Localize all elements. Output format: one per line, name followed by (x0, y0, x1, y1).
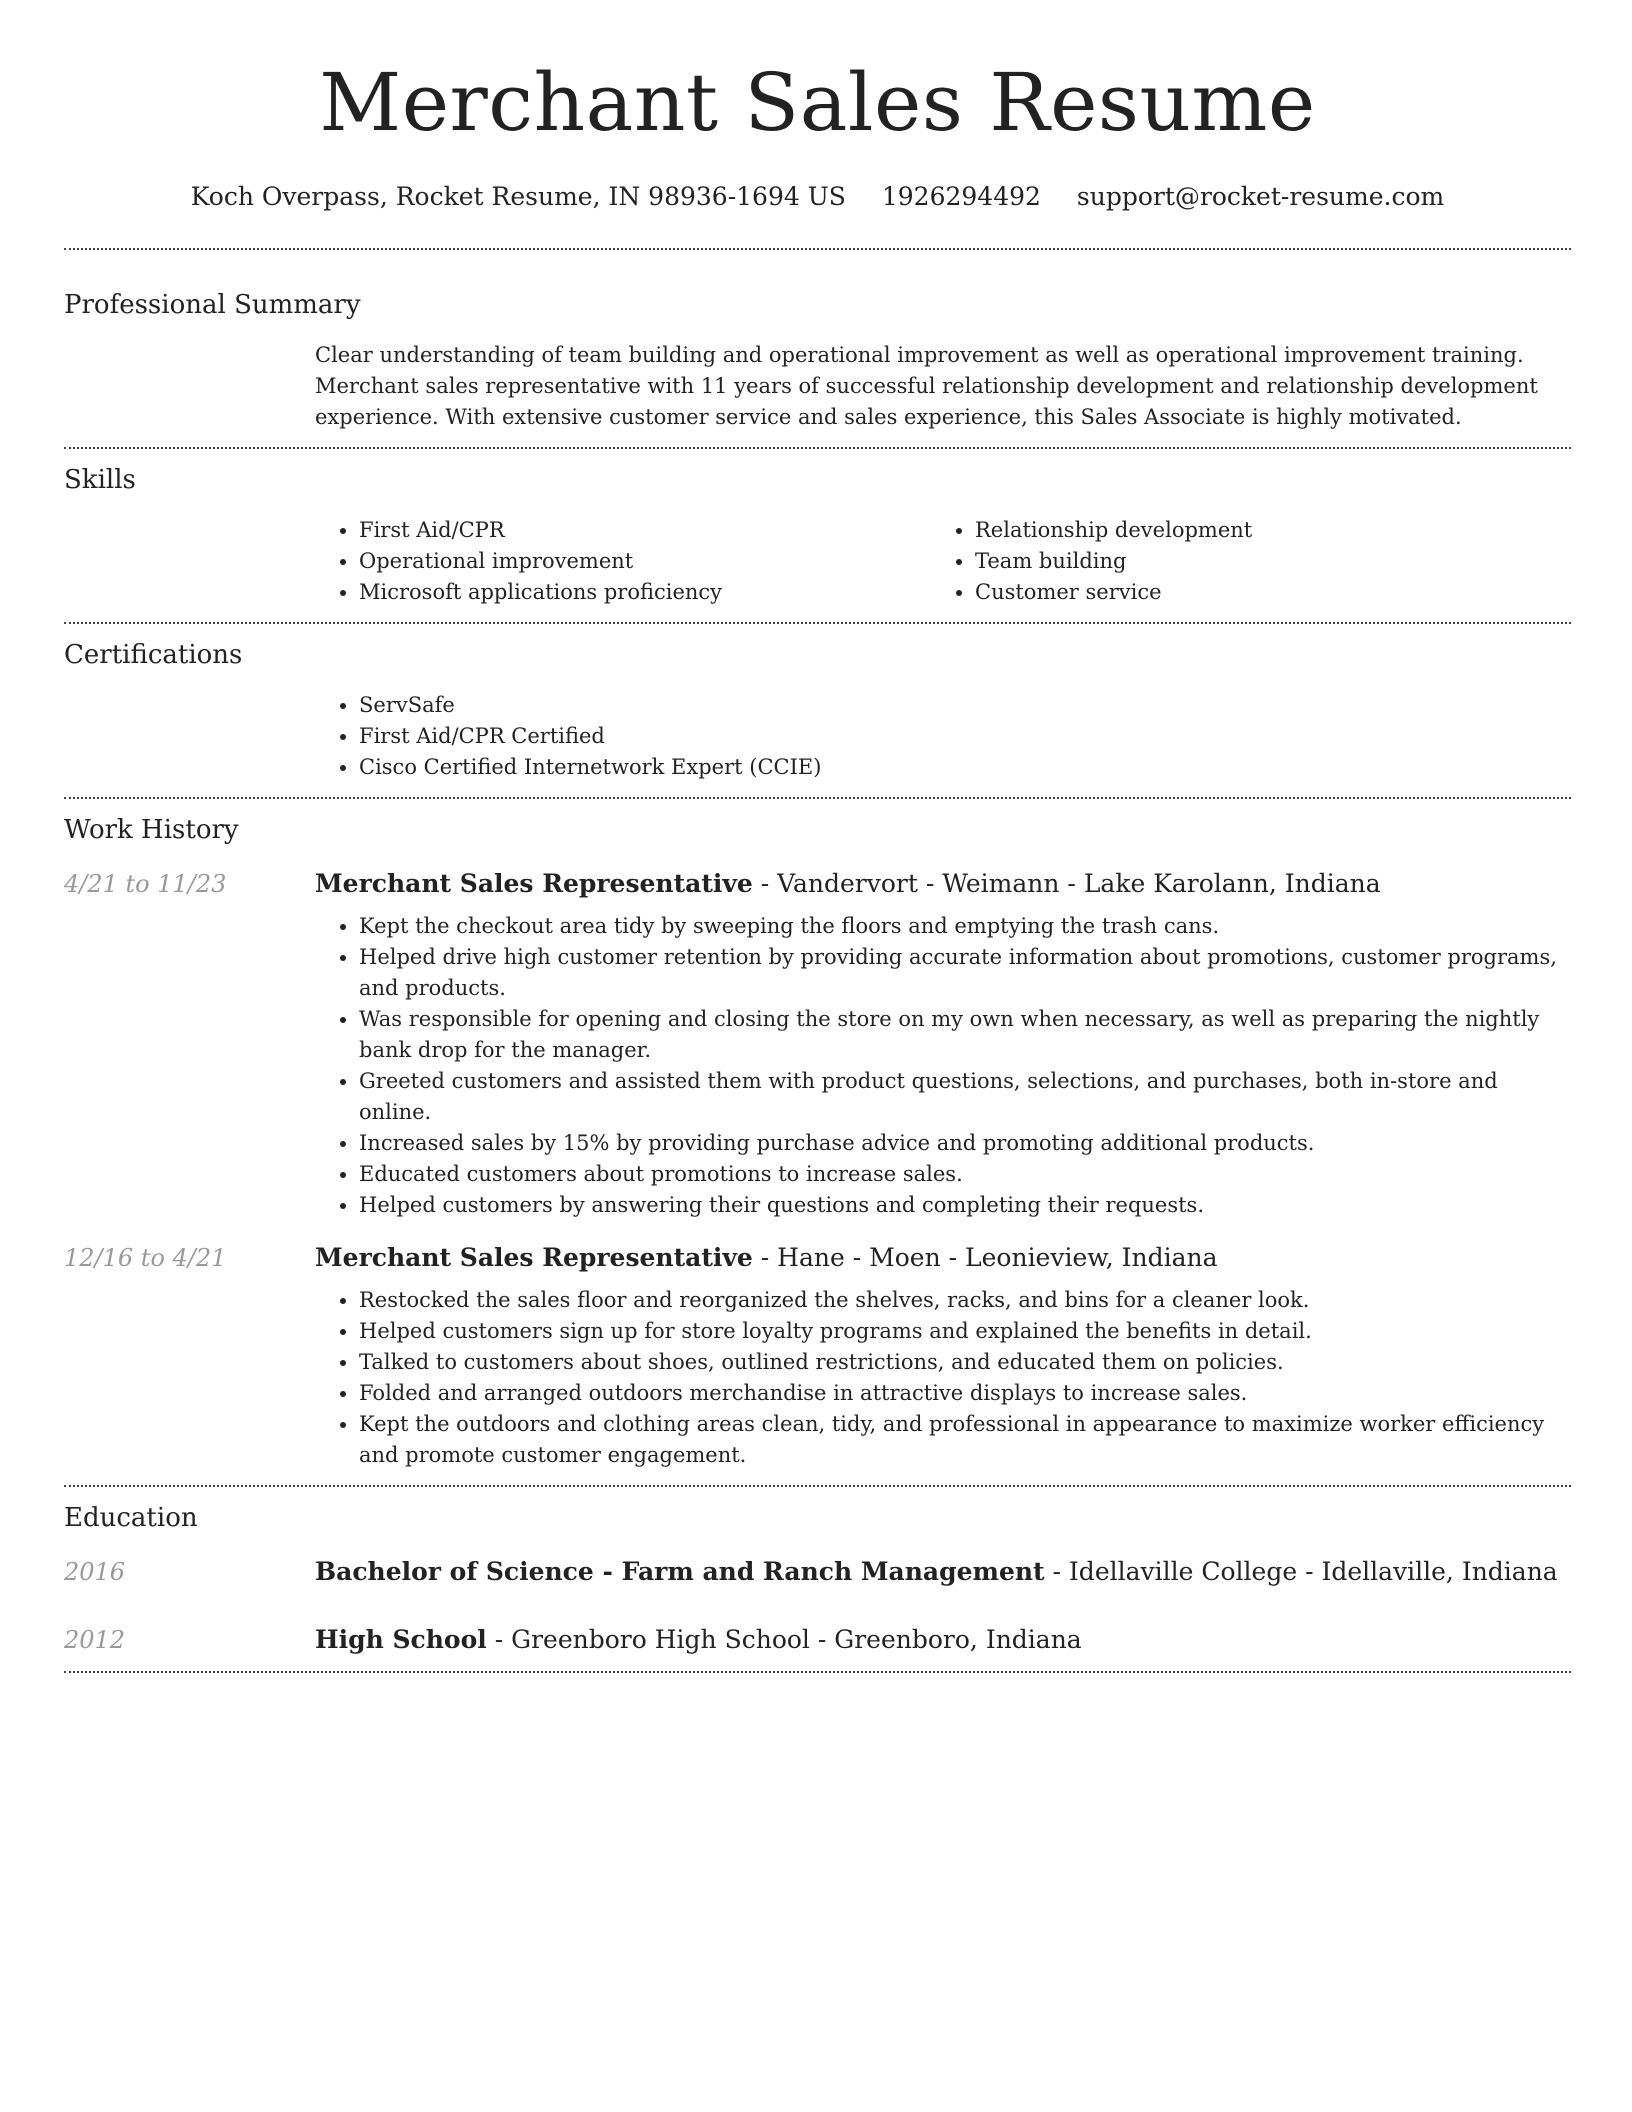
work-history-heading: Work History (64, 815, 239, 845)
education-degree: Bachelor of Science - Farm and Ranch Management (315, 1557, 1045, 1586)
job-bullet: • Helped customers by answering their questions and completing their requests. (359, 1190, 1571, 1221)
job-role: Merchant Sales Representative (315, 1243, 753, 1272)
certifications-list-wrap (315, 690, 1571, 783)
job-details: - Hane - Moen - Leonieview, Indiana (752, 1243, 1218, 1272)
job-details: - Vandervort - Weimann - Lake Karolann, Indiana (752, 869, 1381, 898)
education-heading: Education (64, 1503, 198, 1533)
job-bullet: • Educated customers about promotions to increase sales. (359, 1159, 1571, 1190)
job-bullets-wrap (315, 911, 1571, 1221)
job-bullet: • Kept the outdoors and clothing areas clean, tidy, and professional in appearance to maximize worker efficiency and promote customer engagement. (359, 1409, 1571, 1471)
education-year: 2016 (64, 1558, 126, 1586)
skills-grid (315, 515, 1571, 608)
job-bullet: • Folded and arranged outdoors merchandise in attractive displays to increase sales. (359, 1378, 1571, 1409)
skills-list-left (315, 515, 931, 608)
job-title (315, 1241, 1217, 1275)
education-entry (64, 1555, 1571, 1589)
job-bullet: • Restocked the sales floor and reorganized the shelves, racks, and bins for a cleaner look. (359, 1285, 1571, 1316)
contact-address: Koch Overpass, Rocket Resume, IN 98936-1694 US (190, 182, 846, 211)
contact-phone: 1926294492 (881, 182, 1041, 211)
job-entry (64, 867, 1571, 1221)
education-title (315, 1623, 1082, 1657)
job-bullet: • Helped drive high customer retention by providing accurate information about promotions, customer programs, and products. (359, 942, 1571, 1004)
skill-item: • Operational improvement (359, 546, 931, 577)
skill-item: • Microsoft applications proficiency (359, 577, 931, 608)
summary-text: Clear understanding of team building and operational improvement as well as operational improvement training. Merchant sales representative with 11 years of successful relationship development and relationship development experience. With extensive customer service and sales experience, this Sales Associate is highly motivated. (315, 343, 1538, 429)
certifications-section (64, 624, 1571, 797)
certifications-heading: Certifications (64, 640, 243, 670)
skill-item: • Customer service (975, 577, 1547, 608)
job-dates: 4/21 to 11/23 (64, 870, 227, 898)
job-bullet: • Talked to customers about shoes, outlined restrictions, and educated them on policies. (359, 1347, 1571, 1378)
work-history-section (64, 799, 1571, 1485)
resume-page (64, 0, 1571, 1673)
skills-heading: Skills (64, 465, 136, 495)
job-bullets (315, 911, 1571, 1221)
job-bullets-wrap (315, 1285, 1571, 1471)
certifications-list (315, 690, 1571, 783)
contact-email[interactable]: support@rocket-resume.com (1076, 182, 1445, 211)
job-bullets (315, 1285, 1571, 1471)
job-bullet: • Helped customers sign up for store loyalty programs and explained the benefits in detail. (359, 1316, 1571, 1347)
divider (64, 1671, 1571, 1673)
job-bullet: • Increased sales by 15% by providing purchase advice and promoting additional products. (359, 1128, 1571, 1159)
education-degree: High School (315, 1625, 487, 1654)
education-details: - Greenboro High School - Greenboro, Indiana (486, 1625, 1082, 1654)
certification-item: • Cisco Certified Internetwork Expert (CCIE) (359, 752, 1571, 783)
job-role: Merchant Sales Representative (315, 869, 753, 898)
skill-item: • First Aid/CPR (359, 515, 931, 546)
job-bullet: • Was responsible for opening and closing the store on my own when necessary, as well as preparing the nightly bank drop for the manager. (359, 1004, 1571, 1066)
education-year: 2012 (64, 1626, 126, 1654)
skill-item: • Team building (975, 546, 1547, 577)
education-section (64, 1487, 1571, 1671)
contact-line (64, 180, 1571, 214)
skills-column-left (315, 515, 931, 608)
skills-column-right (931, 515, 1547, 608)
job-header (64, 867, 1571, 901)
education-details: - Idellaville College - Idellaville, Indiana (1044, 1557, 1558, 1586)
skills-list-right (931, 515, 1547, 608)
job-bullet: • Kept the checkout area tidy by sweeping the floors and emptying the trash cans. (359, 911, 1571, 942)
summary-heading: Professional Summary (64, 290, 361, 320)
job-title (315, 867, 1381, 901)
job-bullet: • Greeted customers and assisted them with product questions, selections, and purchases, both in-store and online. (359, 1066, 1571, 1128)
page-title: Merchant Sales Resume (319, 56, 1316, 149)
summary-section (64, 250, 1571, 447)
certification-item: • ServSafe (359, 690, 1571, 721)
job-dates: 12/16 to 4/21 (64, 1244, 227, 1272)
education-entry (64, 1623, 1571, 1657)
job-entry (64, 1241, 1571, 1471)
education-title (315, 1555, 1558, 1589)
job-header (64, 1241, 1571, 1275)
certification-item: • First Aid/CPR Certified (359, 721, 1571, 752)
skills-section (64, 449, 1571, 622)
skill-item: • Relationship development (975, 515, 1547, 546)
